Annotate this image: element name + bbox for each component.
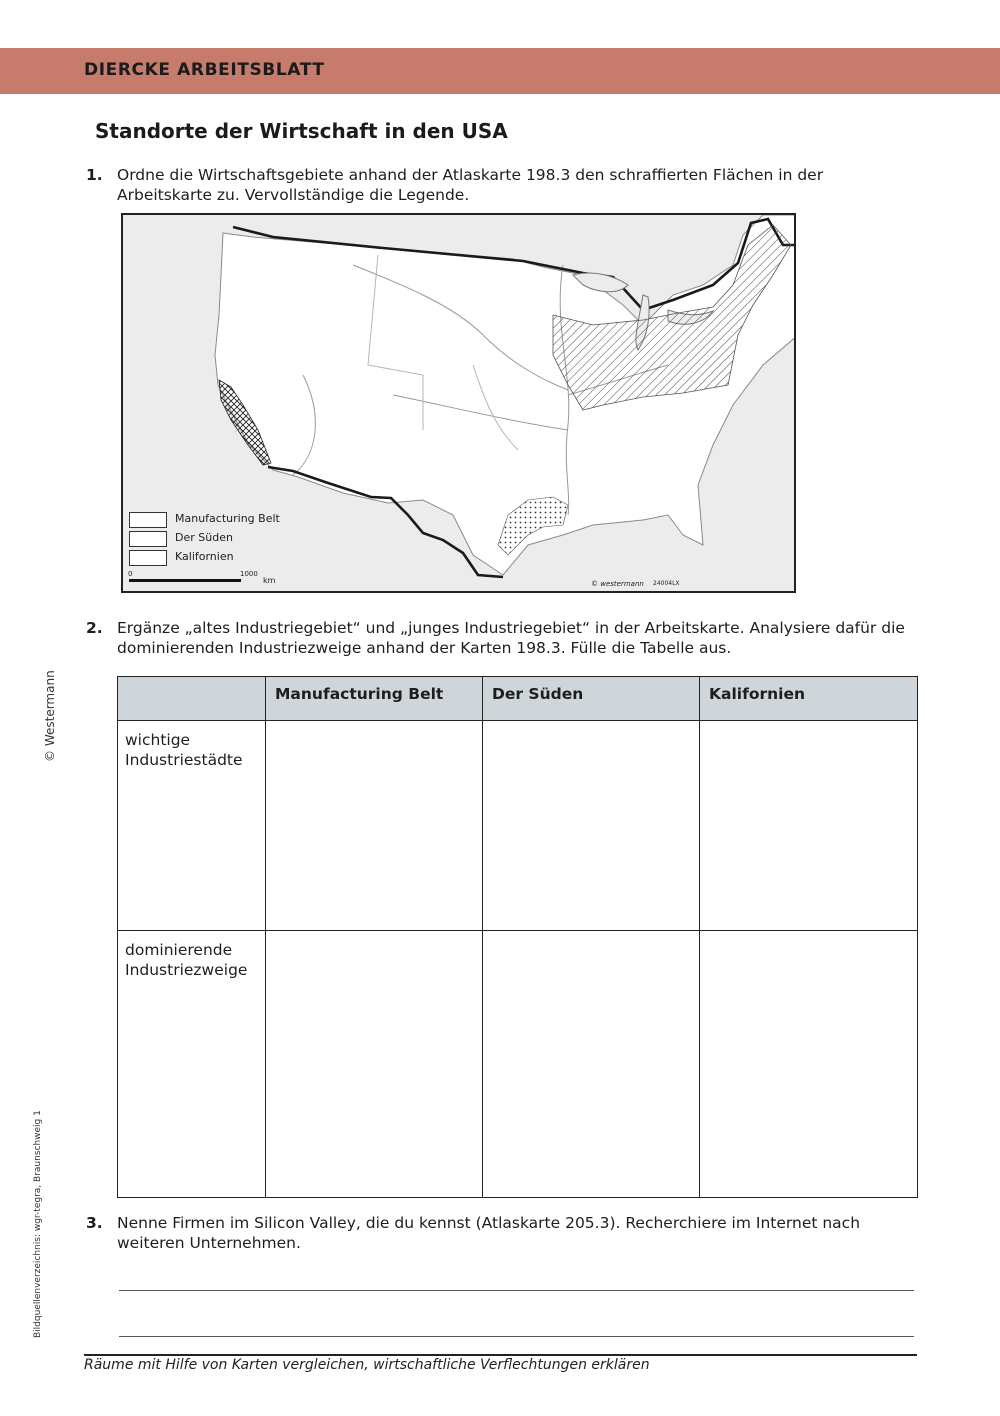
answer-cell[interactable] xyxy=(266,931,483,1198)
task-text: Nenne Firmen im Silicon Valley, die du kennst (Atlaskarte 205.3). Recherchiere im Internet nach weiteren Unternehmen. xyxy=(117,1214,861,1252)
legend-box[interactable] xyxy=(129,531,167,547)
table-header-cell: Kalifornien xyxy=(700,677,918,721)
task-text: Ergänze „altes Industriegebiet“ und „junges Industriegebiet“ in der Arbeitskarte. Analysiere dafür die dominierenden Industriezweige anhand der Karten 198.3. Fülle die Tabelle aus. xyxy=(117,619,905,657)
task-number: 3. xyxy=(86,1214,103,1232)
row-label: dominierende Industriezweige xyxy=(118,931,266,1198)
industry-table xyxy=(117,676,918,1198)
footer-text: Räume mit Hilfe von Karten vergleichen, wirtschaftliche Verflechtungen erklären xyxy=(84,1357,650,1373)
scale-max: 1000 xyxy=(240,570,258,578)
table-header-cell: Manufacturing Belt xyxy=(266,677,483,721)
task-3 xyxy=(86,1213,916,1255)
scale-bar xyxy=(129,579,241,582)
task-number: 1. xyxy=(86,166,103,184)
side-credits: Bildquellenverzeichnis: wgr-tegra, Braunschweig 1 xyxy=(33,1110,43,1338)
task-text: Ordne die Wirtschaftsgebiete anhand der Atlaskarte 198.3 den schraffierten Flächen in der Arbeitskarte zu. Vervollständige die Legende. xyxy=(117,166,824,204)
answer-line[interactable] xyxy=(119,1336,914,1337)
table-header-cell xyxy=(118,677,266,721)
task-1 xyxy=(86,165,916,207)
page-title: Standorte der Wirtschaft in den USA xyxy=(95,119,508,143)
legend-box[interactable] xyxy=(129,512,167,528)
row-label: wichtige Industriestädte xyxy=(118,721,266,931)
answer-line[interactable] xyxy=(119,1290,914,1291)
answer-cell[interactable] xyxy=(483,931,700,1198)
task-2 xyxy=(86,618,916,660)
scale-zero: 0 xyxy=(128,570,133,578)
footer-rule xyxy=(84,1354,917,1356)
table-row xyxy=(118,931,918,1198)
map-code: 24004LX xyxy=(653,580,680,587)
legend-box[interactable] xyxy=(129,550,167,566)
scale-unit: km xyxy=(263,576,276,585)
map-copyright: © westermann xyxy=(591,580,644,588)
usa-map xyxy=(121,213,796,593)
usa-landmass xyxy=(215,215,796,575)
answer-cell[interactable] xyxy=(266,721,483,931)
answer-cell[interactable] xyxy=(700,931,918,1198)
table-header-row xyxy=(118,677,918,721)
answer-cell[interactable] xyxy=(700,721,918,931)
legend-label: Der Süden xyxy=(175,531,233,544)
side-copyright: © Westermann xyxy=(43,670,57,762)
task-number: 2. xyxy=(86,619,103,637)
table-header-cell: Der Süden xyxy=(483,677,700,721)
header-bar xyxy=(0,48,1000,94)
answer-cell[interactable] xyxy=(483,721,700,931)
legend-label: Kalifornien xyxy=(175,550,234,563)
legend-label: Manufacturing Belt xyxy=(175,512,280,525)
table-row xyxy=(118,721,918,931)
header-title: DIERCKE ARBEITSBLATT xyxy=(84,60,325,80)
